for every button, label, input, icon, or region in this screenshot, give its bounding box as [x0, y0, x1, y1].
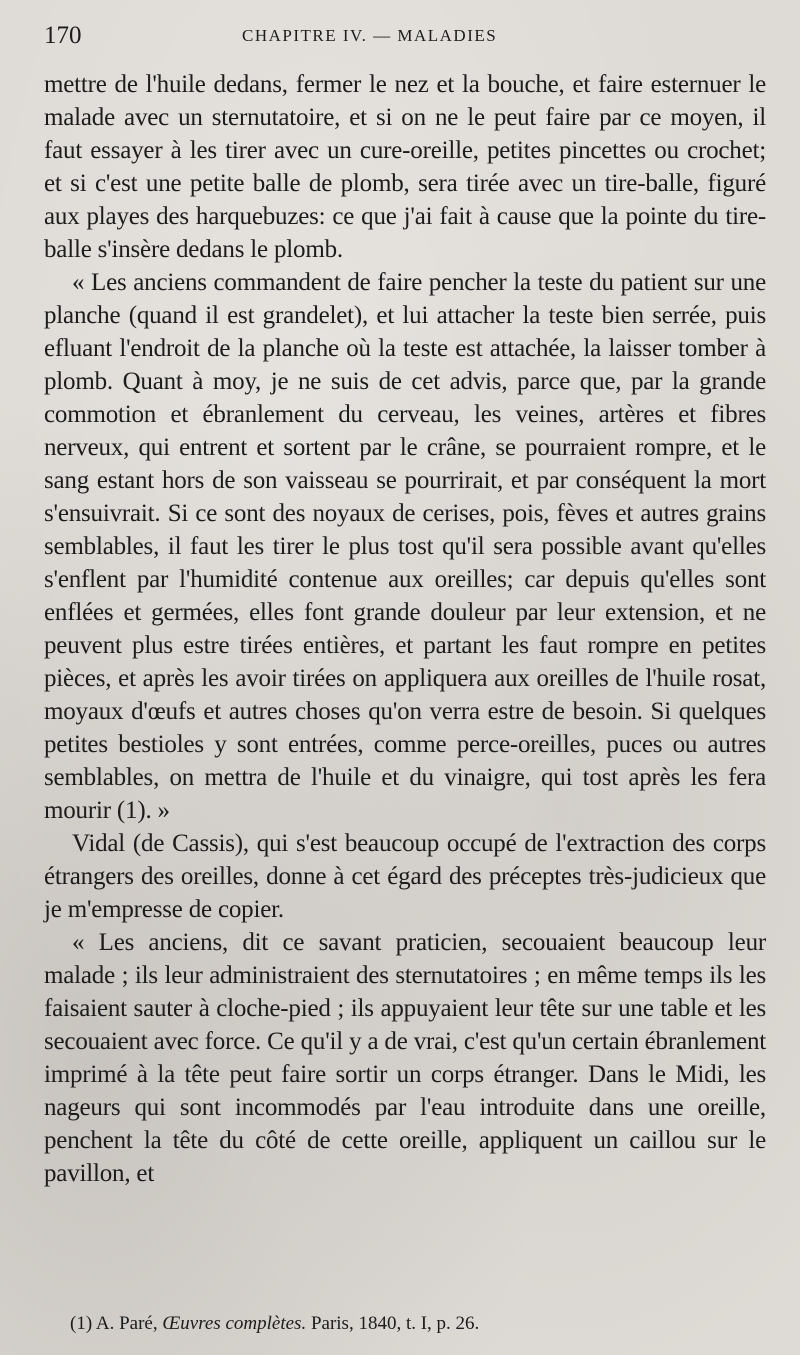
body-text: [44, 68, 766, 1190]
running-head: CHAPITRE IV. — MALADIES: [242, 26, 498, 45]
footnote-marker: (1): [70, 1313, 93, 1334]
paragraph: mettre de l'huile dedans, fermer le nez et la bouche, et faire esternuer le malade avec un sternutatoire, et si on ne le peut faire par ce moyen, il faut essayer à les tirer avec un cure-oreille, petites pincettes ou crochet; et si c'est une petite balle de plomb, sera tirée avec un tire-balle, figuré aux playes des harquebuzes: ce que j'ai fait à cause que la pointe du tire-balle s'insère dedans le plomb.: [44, 71, 766, 263]
paragraph: « Les anciens commandent de faire pencher la teste du patient sur une planche (quand il est grandelet), et lui attacher la teste bien serrée, puis efluant l'endroit de la planche où la teste est attachée, la laisser tomber à plomb. Quant à moy, je ne suis de cet advis, parce que, par la grande commotion et ébranlement du cerveau, les veines, artères et fibres nerveux, qui entrent et sortent par le crâne, se pourraient rompre, et le sang estant hors de son vaisseau se pourrirait, et par conséquent la mort s'ensuivrait. Si ce sont des noyaux de cerises, pois, fèves et autres grains semblables, il faut les tirer le plus tost qu'il sera possible avant qu'elles s'enflent par l'humidité contenue aux oreilles; car depuis qu'elles sont enflées et germées, elles font grande douleur par leur extension, et ne peuvent plus estre tirées entières, et partant les faut rompre en petites pièces, et après les avoir tirées on appliquera aux oreilles de l'huile rosat, moyaux d'œufs et autres choses qu'on verra estre de besoin. Si quelques petites bestioles y sont entrées, comme perce-oreilles, puces ou autres semblables, on mettra de l'huile et du vinaigre, qui tost après les fera mourir (1). »: [44, 269, 766, 824]
footnote-citation: Paris, 1840, t. I, p. 26.: [310, 1313, 480, 1334]
page-number: 170: [44, 22, 82, 49]
footnote-work-title: Œuvres complètes.: [162, 1313, 307, 1334]
paragraph: « Les anciens, dit ce savant praticien, secouaient beaucoup leur malade ; ils leur administraient des sternutatoires ; en même temps ils les faisaient sauter à cloche-pied ; ils appuyaient leur tête sur une table et les secouaient avec force. Ce qu'il y a de vrai, c'est qu'un certain ébranlement imprimé à la tête peut faire sortir un corps étranger. Dans le Midi, les nageurs qui sont incommodés par l'eau introduite dans une oreille, penchent la tête du côté de cette oreille, appliquent un caillou sur le pavillon, et: [44, 929, 766, 1187]
paragraph: Vidal (de Cassis), qui s'est beaucoup occupé de l'extraction des corps étrangers des oreilles, donne à cet égard des préceptes très-judicieux que je m'empresse de copier.: [44, 830, 766, 923]
page-header: [44, 22, 764, 52]
footnote: [70, 1312, 760, 1336]
footnote-author: A. Paré,: [95, 1313, 158, 1334]
